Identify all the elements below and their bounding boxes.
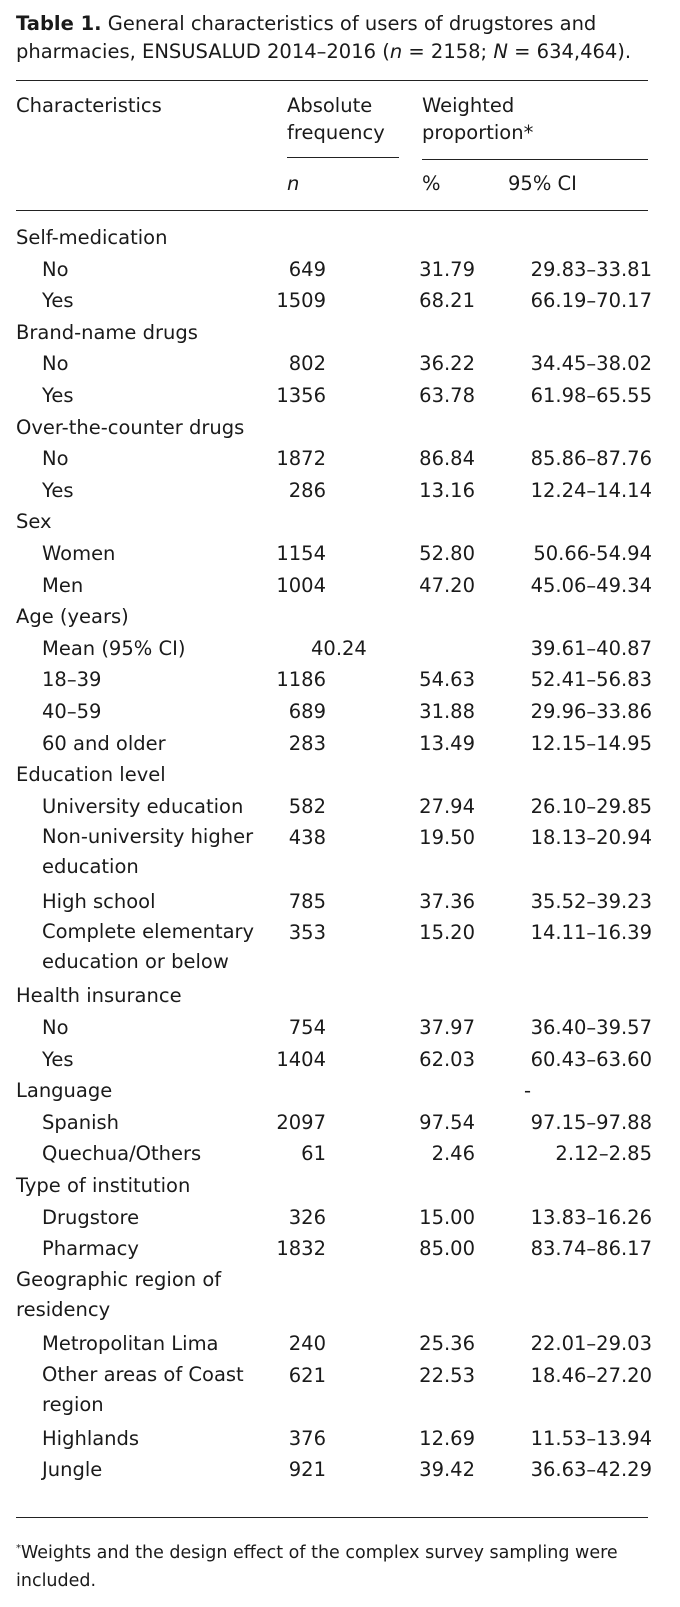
table-row (0, 1044, 680, 1076)
cell-ci: 18.46–27.20 (530, 1363, 652, 1387)
cell-ci: 61.98–65.55 (530, 384, 652, 407)
group-header-row (0, 1075, 680, 1107)
cell-n: 1404 (276, 1047, 326, 1071)
cell-ci: 97.15–97.88 (530, 1110, 652, 1134)
table-row (0, 1454, 680, 1486)
cell-n: 1872 (276, 447, 326, 471)
cell-percent: 37.97 (419, 1016, 475, 1039)
cell-ci: 22.01–29.03 (530, 1332, 652, 1355)
cell-percent: 31.79 (419, 257, 475, 281)
row-label: Over-the-counter drugs (16, 415, 245, 439)
row-label: Other areas of Coast region (42, 1362, 244, 1416)
row-label: Language (16, 1079, 113, 1103)
cell-ci: 13.83–16.26 (530, 1205, 652, 1229)
cell-ci: 12.15–14.95 (530, 731, 652, 755)
row-label: Health insurance (16, 984, 182, 1008)
row-label: Men (42, 573, 84, 597)
cell-ci: 60.43–63.60 (530, 1047, 652, 1071)
table-caption (16, 10, 666, 66)
row-label: Age (years) (16, 605, 129, 629)
cell-percent: 13.16 (419, 478, 475, 502)
caption-text: General characteristics of users of drugstores and pharmacies, ENSUSALUD 2014–2016 ( (16, 12, 597, 63)
row-label: 18–39 (42, 668, 102, 692)
cell-ci: 39.61–40.87 (530, 636, 652, 660)
row-label: Sex (16, 510, 52, 534)
row-label: Geographic region of residency (16, 1267, 222, 1321)
caption-N-value: = 634,464). (507, 40, 632, 63)
cell-percent: 68.21 (419, 289, 475, 313)
group-header-row (0, 222, 680, 254)
cell-percent: 86.84 (419, 447, 475, 471)
row-label: No (42, 257, 69, 281)
row-label: Self-medication (16, 226, 168, 249)
header-percent: % (422, 172, 441, 195)
table-row (0, 696, 680, 728)
row-label: Highlands (42, 1426, 140, 1450)
cell-ci: 83.74–86.17 (530, 1237, 652, 1261)
cell-percent: 15.20 (419, 921, 475, 945)
cell-n: 353 (288, 921, 326, 945)
group-header-row (0, 601, 680, 633)
group-header-row (0, 1265, 680, 1328)
caption-n-value: = 2158; (402, 40, 494, 63)
table-row (0, 570, 680, 602)
header-absolute-line1: Absolute (287, 94, 373, 117)
cell-ci: 85.86–87.76 (530, 447, 652, 471)
table-row (0, 1138, 680, 1170)
cell-ci: 52.41–56.83 (530, 668, 652, 692)
row-label: Yes (42, 289, 74, 313)
table-row (0, 254, 680, 286)
cell-n: 1509 (276, 289, 326, 313)
group-header-row (0, 506, 680, 538)
cell-ci: 14.11–16.39 (530, 921, 652, 945)
row-label: Yes (42, 384, 74, 407)
cell-n: 785 (288, 889, 326, 913)
cell-ci: 36.40–39.57 (530, 1016, 652, 1039)
cell-ci: 36.63–42.29 (530, 1458, 652, 1482)
table-row (0, 475, 680, 507)
table-row (0, 633, 680, 665)
row-label: High school (42, 889, 156, 913)
cell-percent: 13.49 (419, 731, 475, 755)
header-absolute-line2: frequency (287, 121, 385, 144)
table-row (0, 664, 680, 696)
row-label: No (42, 447, 69, 471)
cell-percent: 22.53 (419, 1363, 475, 1387)
top-rule (16, 80, 648, 81)
footnote-mark: * (16, 1543, 21, 1554)
cell-n: 376 (288, 1426, 326, 1450)
cell-ci: 18.13–20.94 (530, 826, 652, 850)
row-label: Complete elementary education or below (42, 920, 255, 974)
cell-n: 1004 (276, 573, 326, 597)
cell-n: 61 (301, 1142, 326, 1166)
cell-ci: 29.96–33.86 (530, 700, 652, 723)
row-label: Yes (42, 478, 74, 502)
cell-ci: 12.24–14.14 (530, 478, 652, 502)
table-row (0, 1012, 680, 1044)
table-row (0, 380, 680, 412)
header-weighted-line1: Weighted (422, 94, 515, 117)
table-row (0, 1360, 680, 1423)
cell-ci: 11.53–13.94 (530, 1426, 652, 1450)
cell-n: 326 (288, 1205, 326, 1229)
cell-percent: 27.94 (419, 794, 475, 818)
cell-percent: 97.54 (419, 1110, 475, 1134)
table-row (0, 917, 680, 980)
header-weighted-line2: proportion* (422, 121, 534, 144)
header-n: n (287, 172, 300, 195)
row-label: Drugstore (42, 1205, 140, 1229)
cell-n: 1154 (276, 542, 326, 565)
table-row (0, 1233, 680, 1265)
cell-percent: 63.78 (419, 384, 475, 407)
cell-percent: 31.88 (419, 700, 475, 723)
cell-n: 438 (288, 826, 326, 850)
cell-percent: 37.36 (419, 889, 475, 913)
cell-percent: 52.80 (419, 542, 475, 565)
row-label: Jungle (42, 1458, 103, 1482)
cell-percent: 85.00 (419, 1237, 475, 1261)
table-row (0, 1202, 680, 1234)
table-row (0, 728, 680, 760)
cell-percent: 54.63 (419, 668, 475, 692)
cell-ci: 35.52–39.23 (530, 889, 652, 913)
absolute-header-rule (287, 157, 399, 158)
table-row (0, 791, 680, 823)
group-header-row (0, 1170, 680, 1202)
row-label: Non-university higher education (42, 825, 254, 879)
row-label: University education (42, 794, 244, 818)
row-label: Yes (42, 1047, 74, 1071)
row-label: Brand-name drugs (16, 320, 198, 344)
cell-n: 802 (288, 352, 326, 376)
cell-n: 1186 (276, 668, 326, 692)
cell-n: 921 (288, 1458, 326, 1482)
row-label: No (42, 1016, 69, 1039)
cell-ci: 50.66-54.94 (533, 542, 652, 565)
cell-percent: 39.42 (419, 1458, 475, 1482)
weighted-header-rule (422, 159, 648, 160)
bottom-rule (16, 1517, 648, 1518)
footnote-text: Weights and the design effect of the complex survey sampling were included. (16, 1542, 618, 1591)
row-label: Quechua/Others (42, 1142, 202, 1166)
row-label: Education level (16, 763, 166, 787)
cell-n: 1832 (276, 1237, 326, 1261)
header-bottom-rule (16, 210, 648, 211)
cell-n: 240 (288, 1332, 326, 1355)
table-row (0, 1328, 680, 1360)
cell-ci: 45.06–49.34 (530, 573, 652, 597)
cell-percent: 15.00 (419, 1205, 475, 1229)
row-label: Mean (95% CI) (42, 636, 186, 660)
table-row (0, 1107, 680, 1139)
row-label: 60 and older (42, 731, 166, 755)
table-footnote (16, 1535, 666, 1595)
cell-ci: 2.12–2.85 (555, 1142, 652, 1166)
cell-ci: 34.45–38.02 (530, 352, 652, 376)
cell-n: 286 (288, 478, 326, 502)
row-label: Type of institution (16, 1174, 191, 1197)
table-row (0, 443, 680, 475)
cell-percent: 47.20 (419, 573, 475, 597)
table-row (0, 1423, 680, 1455)
group-header-row (0, 317, 680, 349)
table-row (0, 538, 680, 570)
cell-ci: 26.10–29.85 (530, 794, 652, 818)
cell-percent: 25.36 (419, 1332, 475, 1355)
group-header-row (0, 412, 680, 444)
header-characteristics: Characteristics (16, 94, 162, 117)
cell-n: 621 (288, 1363, 326, 1387)
cell-n: 1356 (276, 384, 326, 407)
cell-ci: 29.83–33.81 (530, 257, 652, 281)
table-row (0, 822, 680, 885)
cell-percent: 36.22 (419, 352, 475, 376)
caption-n-symbol: n (389, 40, 403, 63)
group-header-row (0, 759, 680, 791)
table-label: Table 1. (16, 12, 102, 35)
cell-n: 582 (288, 794, 326, 818)
cell-ci: - (524, 1079, 532, 1103)
row-label: Pharmacy (42, 1237, 139, 1261)
cell-percent: 62.03 (419, 1047, 475, 1071)
cell-n: 689 (288, 700, 326, 723)
row-label: Women (42, 542, 116, 565)
cell-n: 2097 (276, 1110, 326, 1134)
table-row (0, 348, 680, 380)
group-header-row (0, 980, 680, 1012)
cell-ci: 66.19–70.17 (530, 289, 652, 313)
caption-N-symbol: N (493, 40, 508, 63)
row-label: 40–59 (42, 700, 102, 723)
cell-percent: 19.50 (419, 826, 475, 850)
cell-percent: 2.46 (431, 1142, 475, 1166)
cell-n: 283 (288, 731, 326, 755)
cell-n: 649 (288, 257, 326, 281)
cell-percent: 12.69 (419, 1426, 475, 1450)
header-ci: 95% CI (508, 172, 577, 195)
table-row (0, 285, 680, 317)
row-label: Metropolitan Lima (42, 1332, 219, 1355)
row-label: No (42, 352, 69, 376)
row-label: Spanish (42, 1110, 120, 1134)
table-row (0, 886, 680, 918)
cell-n: 754 (288, 1016, 326, 1039)
cell-n: 40.24 (311, 636, 367, 660)
